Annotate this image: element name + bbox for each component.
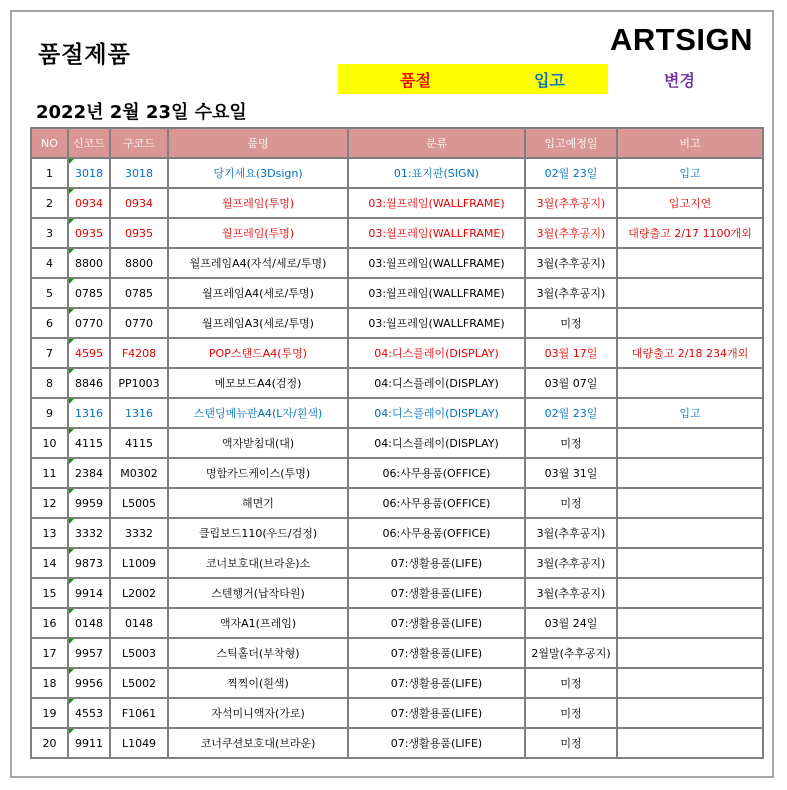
table-row (31, 578, 763, 608)
product-name-cell: 당기세요(3Dsign) (168, 158, 348, 188)
note-cell (617, 488, 763, 518)
new-code-cell: 8800 (68, 248, 110, 278)
eta-cell: 03월 07일 (525, 368, 617, 398)
note-cell (617, 638, 763, 668)
product-name-cell: 해면기 (168, 488, 348, 518)
eta-cell: 3월(추후공지) (525, 548, 617, 578)
note-cell (617, 668, 763, 698)
category-cell: 03:월프레임(WALLFRAME) (348, 188, 525, 218)
eta-cell: 미정 (525, 308, 617, 338)
product-name-cell: 메모보드A4(검정) (168, 368, 348, 398)
old-code-cell: 1316 (110, 398, 168, 428)
new-code-cell: 8846 (68, 368, 110, 398)
old-code-cell: 0770 (110, 308, 168, 338)
eta-cell: 미정 (525, 488, 617, 518)
brand-logo: ARTSIGN (610, 22, 753, 57)
table-row (31, 728, 763, 758)
new-code-cell: 0785 (68, 278, 110, 308)
category-cell: 03:월프레임(WALLFRAME) (348, 278, 525, 308)
eta-cell: 미정 (525, 428, 617, 458)
old-code-cell: 0785 (110, 278, 168, 308)
header-new-code: 신코드 (68, 128, 110, 158)
note-cell: 대량출고 2/17 1100개외 (617, 218, 763, 248)
new-code-cell: 3332 (68, 518, 110, 548)
category-cell: 07:생활용품(LIFE) (348, 638, 525, 668)
category-cell: 04:디스플레이(DISPLAY) (348, 398, 525, 428)
category-cell: 03:월프레임(WALLFRAME) (348, 308, 525, 338)
note-cell (617, 728, 763, 758)
eta-cell: 3월(추후공지) (525, 248, 617, 278)
product-name-cell: 스텐행거(납작타원) (168, 578, 348, 608)
eta-cell: 미정 (525, 728, 617, 758)
row-no: 8 (31, 368, 68, 398)
note-cell (617, 548, 763, 578)
table-row (31, 308, 763, 338)
row-no: 7 (31, 338, 68, 368)
category-cell: 03:월프레임(WALLFRAME) (348, 218, 525, 248)
note-cell: 대량출고 2/18 234개외 (617, 338, 763, 368)
old-code-cell: L1049 (110, 728, 168, 758)
product-name-cell: 명함카드케이스(투명) (168, 458, 348, 488)
note-cell (617, 458, 763, 488)
table-row (31, 158, 763, 188)
eta-cell: 2월말(추후공지) (525, 638, 617, 668)
row-no: 6 (31, 308, 68, 338)
category-cell: 07:생활용품(LIFE) (348, 698, 525, 728)
table-row (31, 248, 763, 278)
note-cell (617, 518, 763, 548)
new-code-cell: 3018 (68, 158, 110, 188)
note-cell: 입고 (617, 158, 763, 188)
page-title: 품절제품 (38, 42, 131, 68)
category-cell: 06:사무용품(OFFICE) (348, 488, 525, 518)
category-cell: 06:사무용품(OFFICE) (348, 458, 525, 488)
new-code-cell: 1316 (68, 398, 110, 428)
new-code-cell: 9873 (68, 548, 110, 578)
product-name-cell: 월프레임A3(세로/투명) (168, 308, 348, 338)
table-row (31, 518, 763, 548)
row-no: 18 (31, 668, 68, 698)
old-code-cell: L5003 (110, 638, 168, 668)
note-cell (617, 608, 763, 638)
row-no: 14 (31, 548, 68, 578)
category-cell: 07:생활용품(LIFE) (348, 608, 525, 638)
old-code-cell: L2002 (110, 578, 168, 608)
note-cell (617, 278, 763, 308)
soldout-table (30, 127, 764, 759)
eta-cell: 03월 31일 (525, 458, 617, 488)
product-name-cell: 스탠딩메뉴판A4(L자/흰색) (168, 398, 348, 428)
table-row (31, 428, 763, 458)
eta-cell: 3월(추후공지) (525, 278, 617, 308)
product-name-cell: 클립보드110(우드/검정) (168, 518, 348, 548)
table-row (31, 668, 763, 698)
table-row (31, 608, 763, 638)
header-category: 분류 (348, 128, 525, 158)
eta-cell: 3월(추후공지) (525, 188, 617, 218)
new-code-cell: 9914 (68, 578, 110, 608)
status-legend (338, 64, 608, 94)
new-code-cell: 0148 (68, 608, 110, 638)
category-cell: 04:디스플레이(DISPLAY) (348, 338, 525, 368)
note-cell (617, 578, 763, 608)
header-eta: 입고예정일 (525, 128, 617, 158)
category-cell: 07:생활용품(LIFE) (348, 578, 525, 608)
table-row (31, 488, 763, 518)
product-name-cell: 코너쿠션보호대(브라운) (168, 728, 348, 758)
old-code-cell: F1061 (110, 698, 168, 728)
eta-cell: 3월(추후공지) (525, 218, 617, 248)
old-code-cell: 0935 (110, 218, 168, 248)
old-code-cell: 3018 (110, 158, 168, 188)
legend-instock: 입고 (534, 71, 565, 90)
table-row (31, 458, 763, 488)
row-no: 20 (31, 728, 68, 758)
row-no: 10 (31, 428, 68, 458)
new-code-cell: 0935 (68, 218, 110, 248)
eta-cell: 02월 23일 (525, 158, 617, 188)
row-no: 19 (31, 698, 68, 728)
old-code-cell: F4208 (110, 338, 168, 368)
eta-cell: 3월(추후공지) (525, 578, 617, 608)
product-name-cell: 자석미니액자(가로) (168, 698, 348, 728)
new-code-cell: 4595 (68, 338, 110, 368)
row-no: 17 (31, 638, 68, 668)
row-no: 5 (31, 278, 68, 308)
old-code-cell: 0148 (110, 608, 168, 638)
product-name-cell: 액자A1(프레임) (168, 608, 348, 638)
row-no: 12 (31, 488, 68, 518)
eta-cell: 03월 17일 (525, 338, 617, 368)
row-no: 1 (31, 158, 68, 188)
new-code-cell: 0770 (68, 308, 110, 338)
new-code-cell: 0934 (68, 188, 110, 218)
new-code-cell: 4115 (68, 428, 110, 458)
header-product-name: 품명 (168, 128, 348, 158)
product-name-cell: 월프레임(투명) (168, 188, 348, 218)
old-code-cell: M0302 (110, 458, 168, 488)
table-row (31, 698, 763, 728)
note-cell (617, 368, 763, 398)
new-code-cell: 4553 (68, 698, 110, 728)
legend-change: 변경 (664, 71, 695, 90)
table-row (31, 398, 763, 428)
category-cell: 07:생활용품(LIFE) (348, 548, 525, 578)
product-name-cell: 월프레임A4(세로/투명) (168, 278, 348, 308)
category-cell: 07:생활용품(LIFE) (348, 668, 525, 698)
product-name-cell: 찍찍이(흰색) (168, 668, 348, 698)
note-cell: 입고 (617, 398, 763, 428)
note-cell: 입고지연 (617, 188, 763, 218)
product-name-cell: 스틱홀더(부착형) (168, 638, 348, 668)
old-code-cell: PP1003 (110, 368, 168, 398)
old-code-cell: L5002 (110, 668, 168, 698)
product-name-cell: 월프레임(투명) (168, 218, 348, 248)
old-code-cell: L5005 (110, 488, 168, 518)
product-name-cell: 액자받침대(대) (168, 428, 348, 458)
header-no: NO (31, 128, 68, 158)
table-row (31, 338, 763, 368)
row-no: 11 (31, 458, 68, 488)
row-no: 13 (31, 518, 68, 548)
report-date: 2022년 2월 23일 수요일 (36, 102, 247, 123)
row-no: 15 (31, 578, 68, 608)
note-cell (617, 248, 763, 278)
new-code-cell: 9959 (68, 488, 110, 518)
header-old-code: 구코드 (110, 128, 168, 158)
category-cell: 06:사무용품(OFFICE) (348, 518, 525, 548)
eta-cell: 미정 (525, 698, 617, 728)
row-no: 4 (31, 248, 68, 278)
new-code-cell: 2384 (68, 458, 110, 488)
product-name-cell: 월프레임A4(자석/세로/투명) (168, 248, 348, 278)
header-note: 비고 (617, 128, 763, 158)
old-code-cell: L1009 (110, 548, 168, 578)
table-row (31, 188, 763, 218)
category-cell: 07:생활용품(LIFE) (348, 728, 525, 758)
legend-soldout: 품절 (400, 71, 431, 90)
eta-cell: 3월(추후공지) (525, 518, 617, 548)
table-row (31, 218, 763, 248)
old-code-cell: 0934 (110, 188, 168, 218)
category-cell: 04:디스플레이(DISPLAY) (348, 368, 525, 398)
new-code-cell: 9957 (68, 638, 110, 668)
table-row (31, 278, 763, 308)
table-row (31, 368, 763, 398)
product-name-cell: POP스탠드A4(투명) (168, 338, 348, 368)
row-no: 9 (31, 398, 68, 428)
row-no: 2 (31, 188, 68, 218)
note-cell (617, 428, 763, 458)
row-no: 16 (31, 608, 68, 638)
new-code-cell: 9911 (68, 728, 110, 758)
category-cell: 04:디스플레이(DISPLAY) (348, 428, 525, 458)
eta-cell: 03월 24일 (525, 608, 617, 638)
table-header-row (31, 128, 763, 158)
note-cell (617, 698, 763, 728)
table-row (31, 548, 763, 578)
old-code-cell: 3332 (110, 518, 168, 548)
new-code-cell: 9956 (68, 668, 110, 698)
old-code-cell: 8800 (110, 248, 168, 278)
eta-cell: 02월 23일 (525, 398, 617, 428)
category-cell: 03:월프레임(WALLFRAME) (348, 248, 525, 278)
product-name-cell: 코너보호대(브라운)소 (168, 548, 348, 578)
old-code-cell: 4115 (110, 428, 168, 458)
table-row (31, 638, 763, 668)
category-cell: 01:표지판(SIGN) (348, 158, 525, 188)
eta-cell: 미정 (525, 668, 617, 698)
note-cell (617, 308, 763, 338)
row-no: 3 (31, 218, 68, 248)
